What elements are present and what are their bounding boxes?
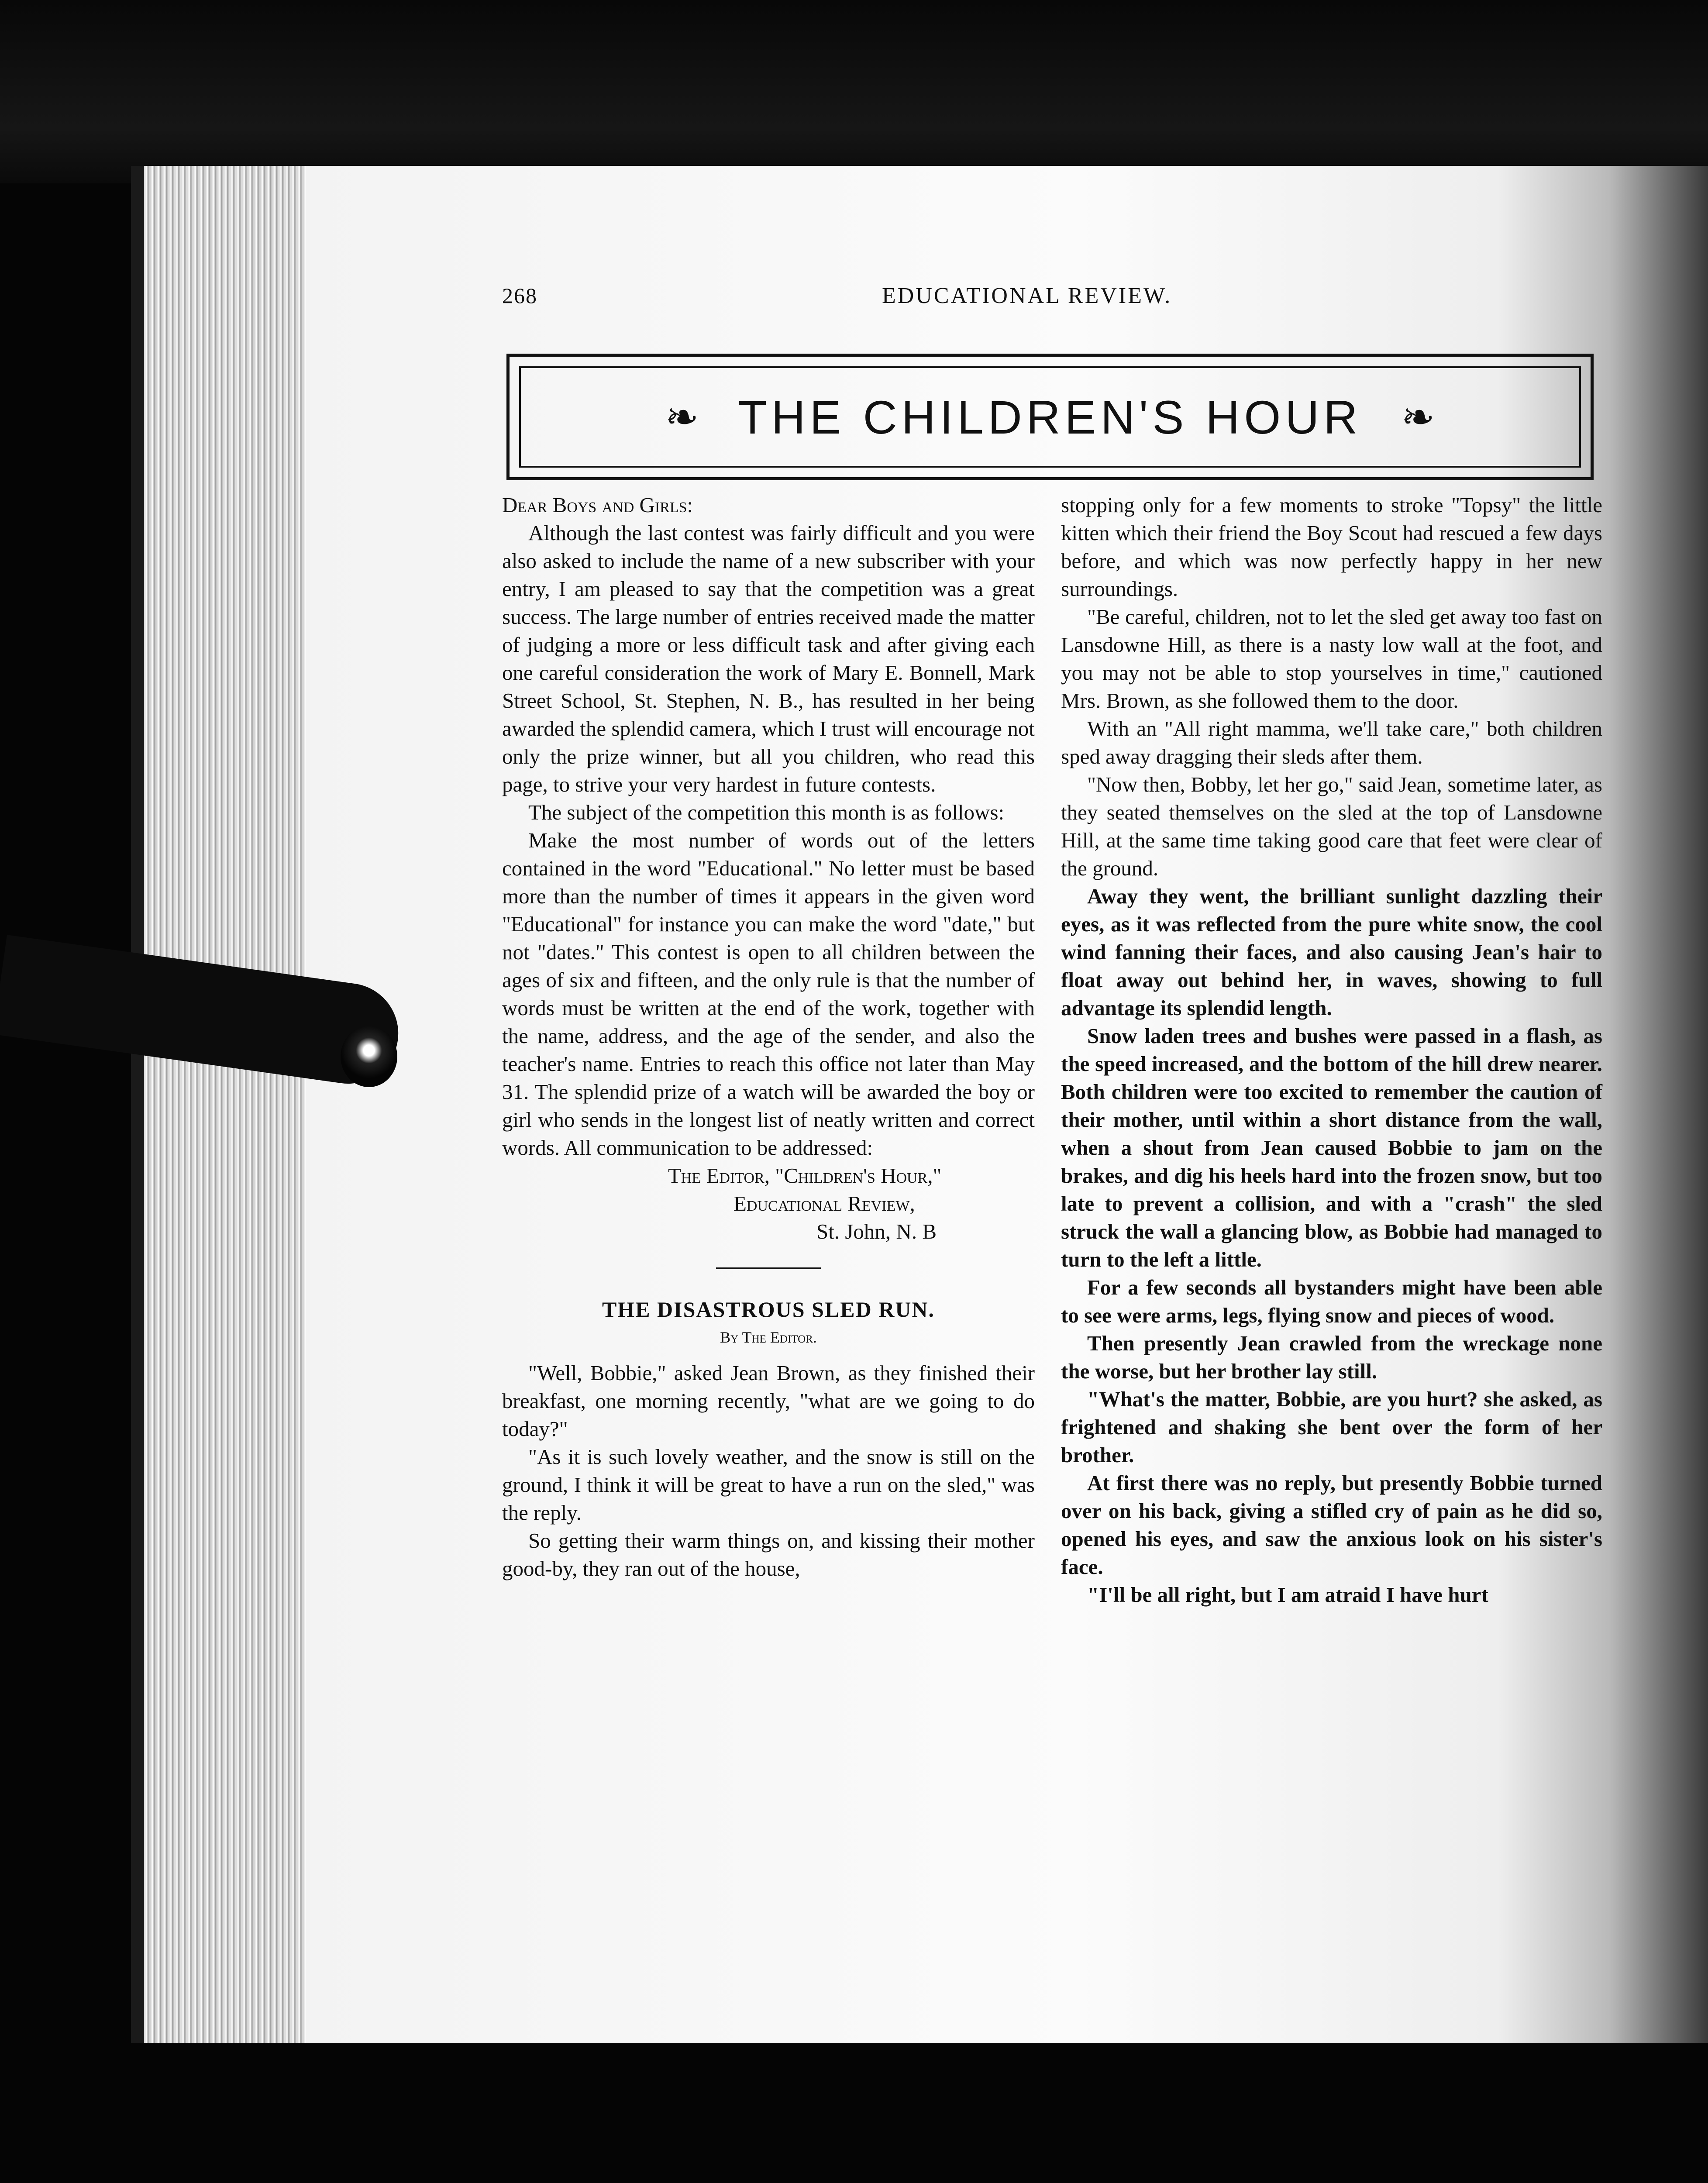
letter-salutation: Dear Boys and Girls: [502, 493, 693, 517]
signature-line: Educational Review, [733, 1191, 915, 1215]
story-paragraph: With an "All right mamma, we'll take care," both children sped away dragging their sleds after them. [1061, 716, 1602, 768]
section-title-box [506, 354, 1594, 480]
page-number: 268 [502, 283, 537, 308]
letter-paragraph: The subject of the competition this month is as follows: [528, 800, 1005, 824]
story-title: THE DISASTROUS SLED RUN. [602, 1297, 935, 1322]
section-title: THE CHILDREN'S HOUR [738, 390, 1362, 444]
right-column [1061, 491, 1602, 1609]
story-paragraph: Then presently Jean crawled from the wreckage none the worse, but her brother lay still. [1061, 1331, 1602, 1383]
story-paragraph: "What's the matter, Bobbie, are you hurt? she asked, as frightened and shaking she bent over the form of her brother. [1061, 1387, 1602, 1467]
signature-line: St. John, N. B [816, 1219, 937, 1243]
leaf-ornament-icon: ❧ [1401, 393, 1435, 441]
pen-tip [341, 1026, 397, 1087]
letter-paragraph: Although the last contest was fairly difficult and you were also asked to include the name of a new subscriber with your entry, I am pleased to say that the competition was a great success. The large number of entries received made the matter of judging a more or less difficult task and after giving each one careful consideration the work of Mary E. Bonnell, Mark Street School, St. Stephen, N. B., has resulted in her being awarded the splendid camera, which I trust will encourage not only the prize winner, but all you children, who read this page, to strive your very hardest in future contests. [502, 521, 1035, 796]
scan-background [0, 0, 1708, 183]
page-header [502, 283, 1506, 318]
section-title-inner-frame [519, 366, 1581, 468]
book-page [306, 166, 1708, 2043]
story-byline: By The Editor. [720, 1329, 817, 1346]
story-paragraph: "Be careful, children, not to let the sled get away too fast on Lansdowne Hill, as there is a nasty low wall at the foot, and you may not be able to stop yourselves in time," cautioned Mrs. Brown, as she followed them to the door. [1061, 605, 1602, 713]
leaf-ornament-icon: ❧ [665, 393, 699, 441]
left-column [502, 491, 1035, 1583]
story-paragraph: "Well, Bobbie," asked Jean Brown, as they finished their breakfast, one morning recently, "what are we going to do today?" [502, 1361, 1035, 1441]
story-paragraph: "I'll be all right, but I am atraid I have hurt [1087, 1583, 1488, 1607]
story-paragraph: So getting their warm things on, and kissing their mother good-by, they ran out of the house, [502, 1529, 1035, 1580]
story-paragraph: stopping only for a few moments to stroke "Topsy" the little kitten which their friend the Boy Scout had rescued a few days before, and which was now perfectly happy in her new surroundings. [1061, 493, 1602, 601]
signature-line: The Editor, "Children's Hour," [668, 1164, 942, 1188]
story-paragraph: For a few seconds all bystanders might have been able to see were arms, legs, flying snow and pieces of wood. [1061, 1275, 1602, 1327]
story-paragraph: Away they went, the brilliant sunlight dazzling their eyes, as it was reflected from the pure white snow, the cool wind fanning their faces, and also causing Jean's hair to float away out behind her, in waves, showing to full advantage its splendid length. [1061, 884, 1602, 1020]
story-paragraph: "Now then, Bobby, let her go," said Jean, sometime later, as they seated themselves on the sled at the top of Lansdowne Hill, at the same time taking good care that feet were clear of the ground. [1061, 772, 1602, 880]
letter-paragraph: Make the most number of words out of the letters contained in the word "Educational." No letter must be based more than the number of times it appears in the given word "Educational" for instance you can make the word "date," but not "dates." This contest is open to all children between the ages of six and fifteen, and the only rule is that the number of words must be written at the end of the work, together with the name, address, and the age of the sender, and also the teacher's name. Entries to reach this office not later than May 31. The splendid prize of a watch will be awarded the boy or girl who sends in the longest list of neatly written and correct words. All communication to be addressed: [502, 828, 1035, 1160]
running-head: EDUCATIONAL REVIEW. [882, 283, 1172, 308]
story-paragraph: "As it is such lovely weather, and the snow is still on the ground, I think it will be great to have a run on the sled," was the reply. [502, 1445, 1035, 1525]
story-paragraph: At first there was no reply, but presently Bobbie turned over on his back, giving a stifled cry of pain as he did so, opened his eyes, and saw the anxious look on his sister's face. [1061, 1471, 1602, 1579]
section-divider [716, 1267, 821, 1269]
story-paragraph: Snow laden trees and bushes were passed in a flash, as the speed increased, and the bottom of the hill drew nearer. Both children were too excited to remember the caution of their mother, until within a short distance from the wall, when a shout from Jean caused Bobbie to jam on the brakes, and dig his heels hard into the frozen snow, but too late to prevent a collision, and with a "crash" the sled struck the wall a glancing blow, as Bobbie had managed to turn to the left a little. [1061, 1024, 1602, 1271]
